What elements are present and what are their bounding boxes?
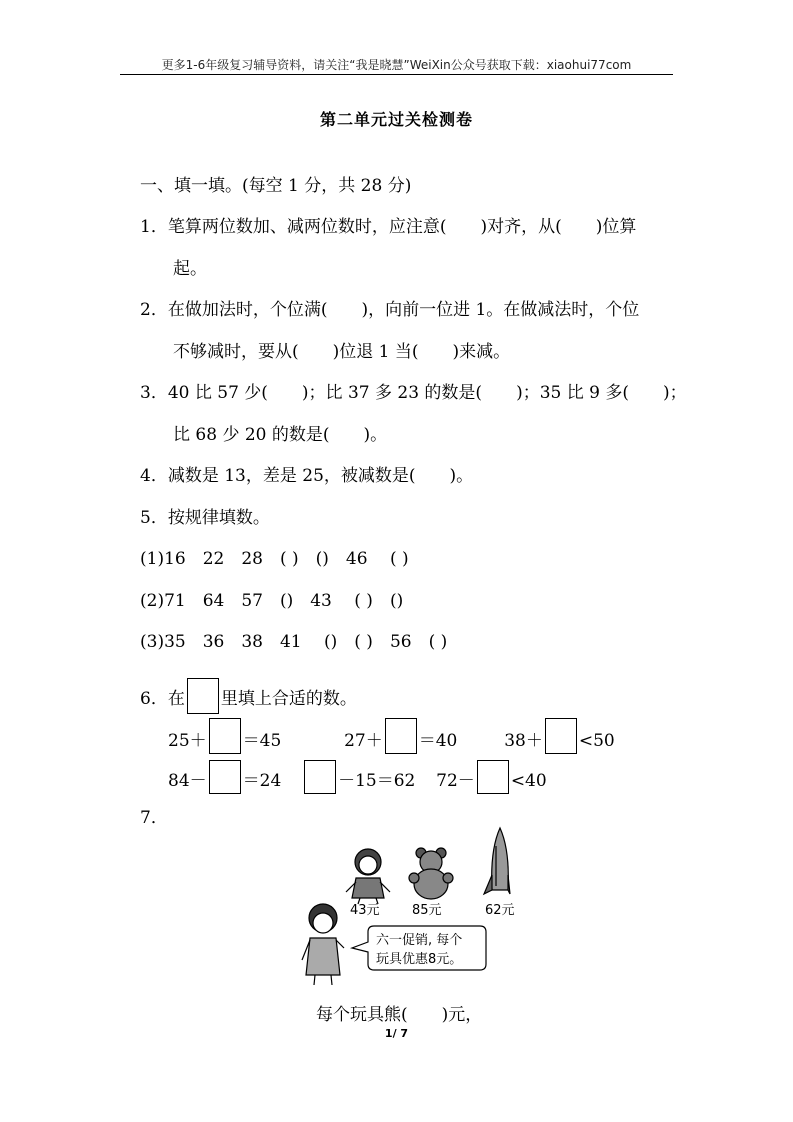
bubble-line-1: 六一促销, 每个	[376, 933, 463, 948]
answer-box-eq4[interactable]	[209, 760, 241, 794]
price-rocket: 62元	[485, 903, 515, 918]
answer-box-eq2[interactable]	[385, 718, 417, 754]
eq1-left: 25＋	[168, 731, 207, 751]
section-heading: 一、填一填。(每空 1 分，共 28 分)	[140, 176, 412, 196]
answer-box-eq1[interactable]	[209, 718, 241, 754]
eq6-right: <40	[510, 771, 547, 791]
eq3-right: <50	[578, 731, 615, 751]
girl-icon	[302, 904, 344, 985]
toy-promotion-illustration	[290, 820, 515, 990]
question-5-row-2: (2)71 64 57 () 43 ( ) ()	[140, 591, 404, 611]
eq2-left: 27＋	[344, 731, 383, 751]
question-2-line-1: 2．在做加法时，个位满( )，向前一位进 1。在做减法时，个位	[140, 300, 640, 320]
bear-icon	[409, 848, 453, 899]
page-title: 第二单元过关检测卷	[319, 110, 473, 129]
question-1-line-1: 1．笔算两位数加、减两位数时，应注意( )对齐，从( )位算	[140, 217, 637, 237]
question-6-post: 里填上合适的数。	[220, 689, 357, 709]
page-number: 1/ 7	[384, 1027, 409, 1040]
question-7-number: 7．	[140, 808, 168, 828]
price-bear: 85元	[412, 903, 442, 918]
page-header: 更多1-6年级复习辅导资料，请关注“我是晓慧”WeiXin公众号获取下载：xiaohui77com	[161, 58, 632, 72]
eq4-left: 84－	[168, 771, 207, 791]
question-3-line-1: 3．40 比 57 少( )；比 37 多 23 的数是( )；35 比 9 多( )；	[140, 383, 687, 403]
eq6-left: 72－	[436, 771, 475, 791]
header-rule	[120, 74, 673, 75]
question-6-pre: 6．在	[140, 689, 185, 709]
answer-box-eq3[interactable]	[545, 718, 577, 754]
question-4: 4．减数是 13，差是 25，被减数是( )。	[140, 466, 474, 486]
equation-row-1	[168, 718, 615, 754]
question-5-title: 5．按规律填数。	[140, 508, 270, 528]
question-7-prompt: 每个玩具熊( )元，	[316, 1005, 483, 1025]
price-doll: 43元	[350, 903, 380, 918]
question-3-line-2: 比 68 少 20 的数是( )。	[173, 425, 388, 445]
bubble-line-2: 玩具优惠8元。	[376, 952, 463, 967]
answer-box-eq6[interactable]	[477, 760, 509, 794]
equation-row-2	[168, 760, 547, 794]
answer-box-eq5[interactable]	[304, 760, 336, 794]
eq5-right: －15＝62	[338, 771, 416, 791]
rocket-icon	[484, 828, 510, 894]
doll-icon	[346, 849, 390, 904]
eq3-left: 38＋	[504, 731, 543, 751]
question-5-row-3: (3)35 36 38 41 () ( ) 56 ( )	[140, 632, 448, 652]
answer-box	[187, 678, 219, 714]
eq1-right: ＝45	[242, 731, 282, 751]
question-6-title	[140, 678, 357, 714]
question-2-line-2: 不够减时，要从( )位退 1 当( )来减。	[173, 342, 511, 362]
eq4-right: ＝24	[242, 771, 282, 791]
question-5-row-1: (1)16 22 28 ( ) () 46 ( )	[140, 549, 409, 569]
eq2-right: ＝40	[418, 731, 458, 751]
question-1-line-2: 起。	[173, 259, 207, 279]
